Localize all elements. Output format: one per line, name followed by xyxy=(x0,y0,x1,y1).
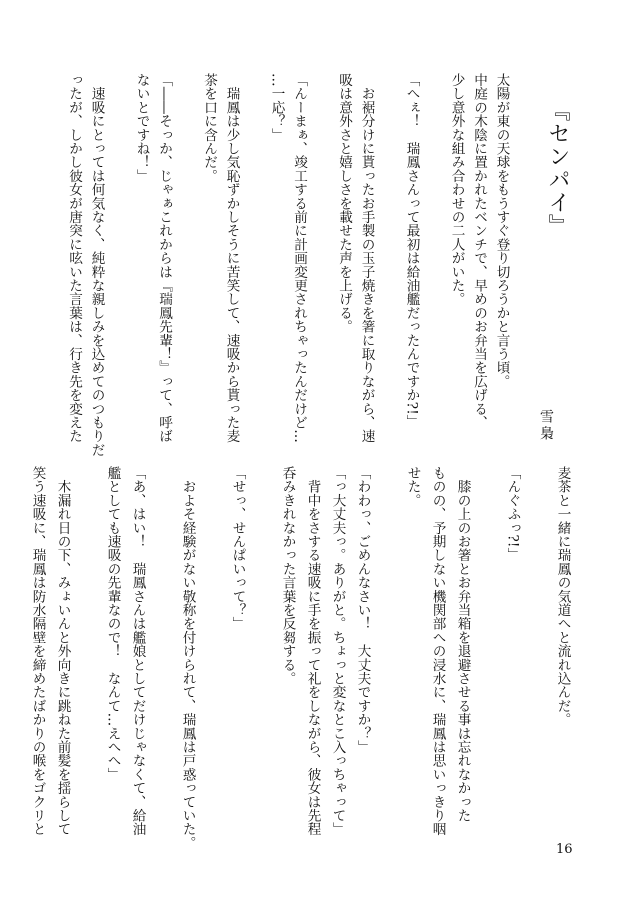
text-line: 中庭の木陰に置かれたベンチで、早めのお弁当を広げる、 xyxy=(471,73,488,430)
text-line: 茶を口に含んだ。 xyxy=(201,73,218,183)
text-line: 「っ大丈夫っ。ありがと。ちょっと変なとこ入っちゃって」 xyxy=(329,466,346,836)
text-line: 「んぐふっ?!」 xyxy=(504,466,521,562)
story-title: 『センパイ』 xyxy=(545,99,570,237)
text-line: 「んーまぁ、竣工する前に計画変更されちゃったんだけど… xyxy=(291,73,308,443)
text-line: ないとですね！」 xyxy=(133,73,150,183)
text-line: せた。 xyxy=(404,466,421,508)
text-line: …一応？」 xyxy=(268,73,285,142)
text-line: 「わわっ、ごめんなさい！ 大丈夫ですか？」 xyxy=(354,466,371,754)
text-line: 瑞鳳は少し気恥ずかしそうに苦笑して、速吸から貰った麦 xyxy=(223,73,240,443)
text-line: ものの、予期しない機関部への浸水に、瑞鳳は思いっきり咽 xyxy=(429,466,446,836)
text-line: 「――そっか、じゃぁこれからは『瑞鳳先輩！』って、呼ば xyxy=(156,73,173,443)
text-line: ったが、しかし彼女が唐突に呟いた言葉は、行き先を変えた xyxy=(66,73,83,443)
text-line: 笑う速吸に、瑞鳳は防水隔壁を締めたばかりの喉をゴクリと xyxy=(29,466,46,836)
text-line: 「へぇ！ 瑞鳳さんって最初は給油艦だったんですか?!」 xyxy=(403,73,420,429)
text-line: 麦茶と一緒に瑞鳳の気道へと流れ込んだ。 xyxy=(554,466,571,727)
text-line: 背中をさする速吸に手を振って礼をしながら、彼女は先程 xyxy=(304,466,321,836)
text-line: 速吸にとっては何気なく、純粋な親しみを込めてのつもりだ xyxy=(88,73,105,457)
text-line: 艦としても速吸の先輩なので！ なんて…えへへ」 xyxy=(104,466,121,782)
text-line: 太陽が東の天球をもうすぐ登り切ろうかと言う頃。 xyxy=(493,73,510,389)
text-line: およそ経験がない敬称を付けられて、瑞鳳は戸惑っていた。 xyxy=(179,466,196,850)
text-line: 「あ、はい！ 瑞鳳さんは艦娘としてだけじゃなくて、給油 xyxy=(129,466,146,836)
story-author: 雪梟 xyxy=(538,409,554,443)
text-line: 呑みきれなかった言葉を反芻する。 xyxy=(279,466,296,686)
text-line: お裾分けに貰ったお手製の玉子焼きを箸に取りながら、速 xyxy=(358,73,375,443)
text-line: 膝の上のお箸とお弁当箱を退避させる事は忘れなかった xyxy=(454,466,471,823)
text-line: 吸は意外さと嬉しさを載せた声を上げる。 xyxy=(336,73,353,334)
text-line: 「せっ、せんぱいって？」 xyxy=(229,466,246,631)
page-number: 16 xyxy=(556,842,573,857)
text-line: 木漏れ日の下、みょいんと外向きに跳ねた前髪を揺らして xyxy=(54,466,71,836)
text-line: 少し意外な組み合わせの二人がいた。 xyxy=(448,73,465,306)
